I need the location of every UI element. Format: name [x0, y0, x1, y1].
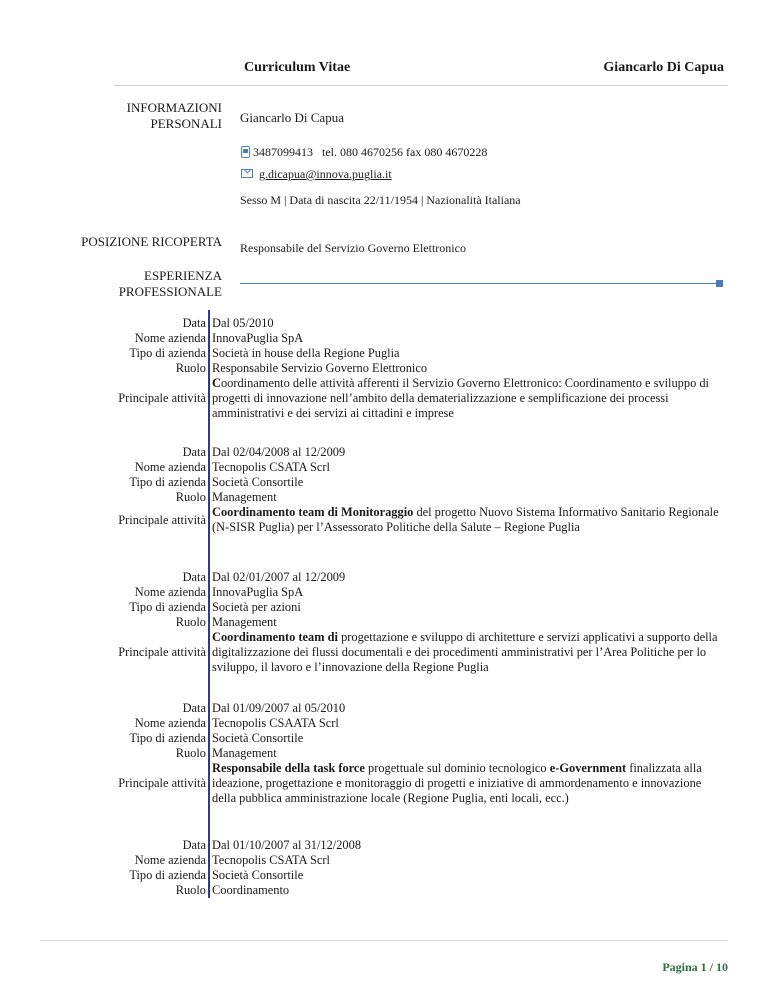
- experience-entry: Data Dal 02/04/2008 al 12/2009 Nome azienda Tecnopolis CSATA Scrl Tipo di azienda Società Consortile Ruolo Management Principale attività Coordinamento team di Monitoraggio del progetto Nuovo Sistema Informativo Sanitario Regionale (N-SISR Puglia) per l’Assessorato Politiche della Salute – Regione Puglia: [118, 445, 719, 534]
- entry-company: Tecnopolis CSAATA Scrl: [212, 716, 339, 730]
- position-label: POSIZIONE RICOPERTA: [81, 234, 222, 249]
- entry-type: Società Consortile: [212, 475, 304, 489]
- experience-entry: Data Dal 05/2010 Nome azienda InnovaPuglia SpA Tipo di azienda Società in house della Regione Puglia Ruolo Responsabile Servizio Governo Elettronico Principale attività Coordinamento delle attività afferenti il Servizio Governo Elettronico: Coordinamento e sviluppo di progetti di innovazione nell’ambito della dematerializzazione e semplificazione dei processi amministrativi e dei servizi ai cittadini e imprese: [60, 316, 720, 421]
- entry-activity: Coordinamento team di Monitoraggio del progetto Nuovo Sistema Informativo Sanitario Regionale (N-SISR Puglia) per l’Assessorato Politiche della Salute – Regione Puglia: [212, 505, 719, 534]
- entry-date: Dal 01/10/2007 al 31/12/2008: [212, 838, 362, 852]
- phone-line: [241, 144, 487, 160]
- entry-role: Management: [212, 615, 277, 629]
- experience-entry: Data Dal 01/10/2007 al 31/12/2008 Nome azienda Tecnopolis CSATA Scrl Tipo di azienda Società Consortile Ruolo Coordinamento: [60, 838, 720, 898]
- entry-type: Società Consortile: [212, 868, 304, 882]
- entry-activity: Coordinamento delle attività afferenti il Servizio Governo Elettronico: Coordinamento e sviluppo di progetti di innovazione nell’ambito della dematerializzazione e semplificazione dei processi amministrativi e dei servizi ai cittadini e imprese: [212, 376, 709, 420]
- entry-date: Dal 05/2010: [212, 316, 274, 330]
- entry-company: InnovaPuglia SpA: [212, 331, 304, 345]
- entry-role: Responsabile Servizio Governo Elettronico: [212, 361, 428, 375]
- experience-divider: [240, 283, 716, 284]
- mail-icon: [241, 169, 253, 178]
- experience-entry: Data Dal 01/09/2007 al 05/2010 Nome azienda Tecnopolis CSAATA Scrl Tipo di azienda Società Consortile Ruolo Management Principale attività Responsabile della task force progettuale sul dominio tecnologico e-Government finalizzata alla ideazione, progettazione e monitoraggio di progetti e iniziative di ammordenamento e innovazione della pubblica amministrazione locale (Regione Puglia, enti locali, ecc.): [60, 701, 720, 806]
- experience-entry: Data Dal 02/01/2007 al 12/2009 Nome azienda InnovaPuglia SpA Tipo di azienda Società per azioni Ruolo Management Principale attività Coordinamento team di progettazione e sviluppo di architetture e servizi applicativi a supporto della digitalizzazione dei flussi documentali e dei procedimenti amministrativi per l’Area Politiche per lo sviluppo, il lavoro e l’innovazione della Regione Puglia: [60, 570, 720, 675]
- position-value: Responsabile del Servizio Governo Elettronico: [240, 241, 466, 255]
- entry-date: Dal 02/01/2007 al 12/2009: [212, 570, 346, 584]
- entry-role: Management: [212, 490, 277, 504]
- header-person-name: Giancarlo Di Capua: [603, 60, 724, 75]
- footer-divider: [40, 940, 728, 941]
- entry-type: Società Consortile: [212, 731, 304, 745]
- entry-type: Società in house della Regione Puglia: [212, 346, 400, 360]
- entry-activity: Coordinamento team di progettazione e sviluppo di architetture e servizi applicativi a supporto della digitalizzazione dei flussi documentali e dei procedimenti amministrativi per l’Area Politiche per lo sviluppo, il lavoro e l’innovazione della Regione Puglia: [212, 630, 718, 674]
- page-number: Pagina 1 / 10: [662, 960, 728, 974]
- personal-details: Sesso M | Data di nascita 22/11/1954 | Nazionalità Italiana: [240, 193, 521, 207]
- personal-info-label: INFORMAZIONI PERSONALI: [126, 100, 222, 131]
- header-divider: [114, 85, 728, 86]
- entry-role: Management: [212, 746, 277, 760]
- entry-activity: Responsabile della task force progettuale sul dominio tecnologico e-Government finalizzata alla ideazione, progettazione e monitoraggio di progetti e iniziative di ammordenamento e innovazione della pubblica amministrazione locale (Regione Puglia, enti locali, ecc.): [212, 761, 702, 805]
- email-line: [241, 166, 392, 182]
- office-phones: tel. 080 4670256 fax 080 4670228: [322, 145, 488, 159]
- personal-name: Giancarlo Di Capua: [240, 110, 344, 125]
- header-doc-title: Curriculum Vitae: [244, 60, 351, 75]
- email-link[interactable]: g.dicapua@innova.puglia.it: [259, 167, 392, 181]
- entry-company: Tecnopolis CSATA Scrl: [212, 853, 330, 867]
- experience-marker: [716, 280, 723, 287]
- phone-icon: [241, 146, 250, 158]
- mobile-number: 3487099413: [253, 145, 313, 159]
- entry-company: Tecnopolis CSATA Scrl: [212, 460, 330, 474]
- entry-date: Dal 02/04/2008 al 12/2009: [212, 445, 346, 459]
- experience-label: ESPERIENZA PROFESSIONALE: [118, 268, 222, 299]
- entry-date: Dal 01/09/2007 al 05/2010: [212, 701, 346, 715]
- entry-role: Coordinamento: [212, 883, 290, 897]
- entry-type: Società per azioni: [212, 600, 301, 614]
- entry-company: InnovaPuglia SpA: [212, 585, 304, 599]
